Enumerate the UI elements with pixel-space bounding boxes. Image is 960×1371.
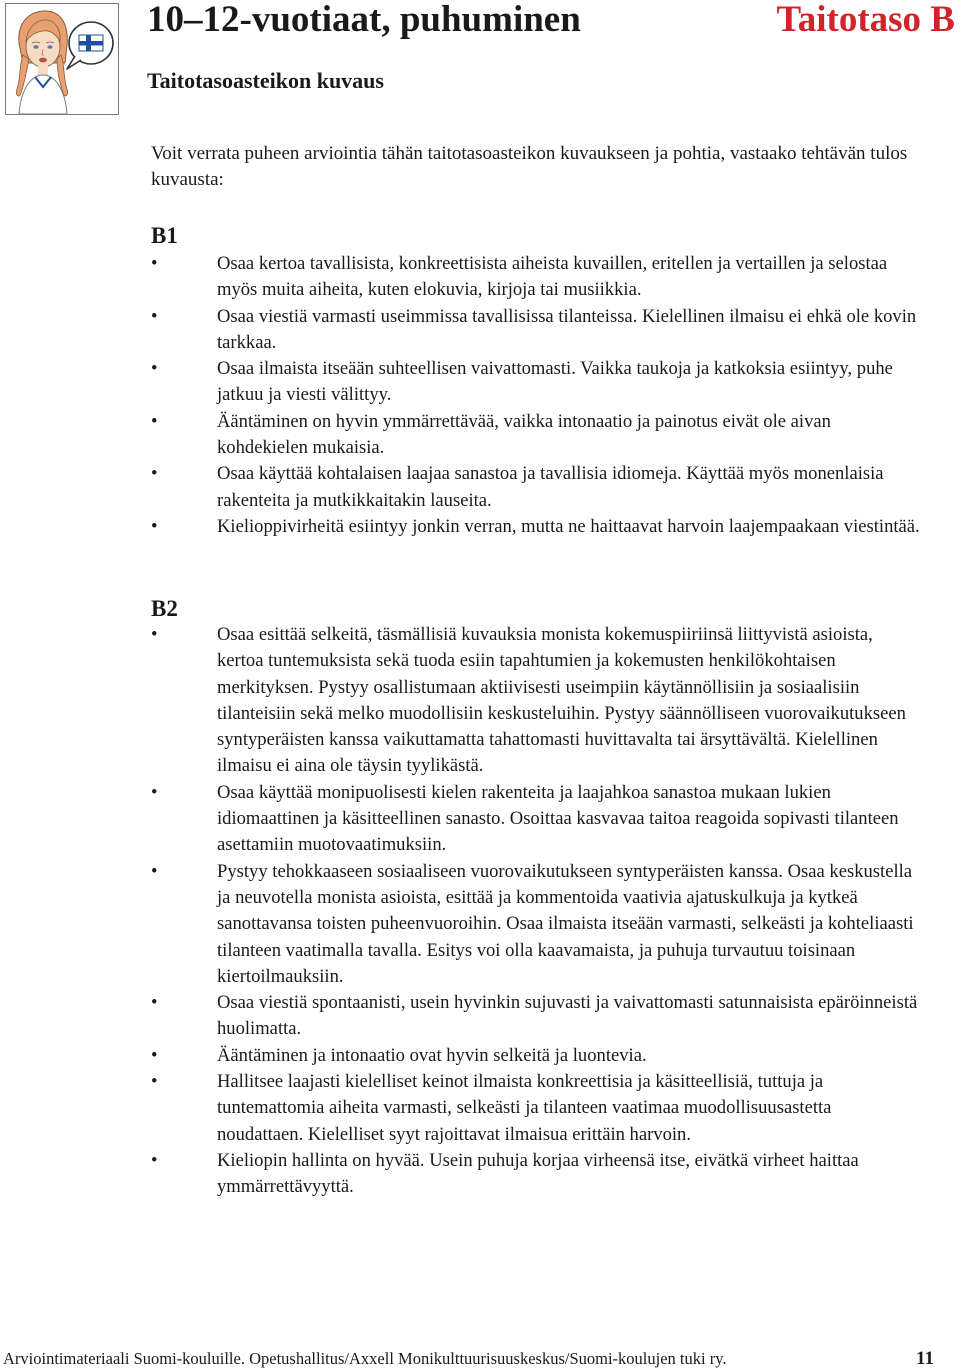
b1-description-list xyxy=(151,251,921,540)
bullet-icon: • xyxy=(151,410,158,432)
list-item-text: Kieliopin hallinta on hyvää. Usein puhuja korjaa virheensä itse, eivätkä virheet haittaa ymmärrettävyyttä. xyxy=(217,1149,859,1198)
list-item-text: Pystyy tehokkaaseen sosiaaliseen vuorovaikutukseen syntyperäisten kanssa. Osaa keskustella ja neuvotella monista asioista, esittää ja kommentoida vaativia ajatuskulkuja ja kytkeä sanottavansa toisten puheenvuoroihin. Osaa ilmaista itseään varmasti, selkeästi ja kohteliaasti tilanteen vaatimalla tavalla. Esitys voi olla kaavamaista, ja puhuja turvautuu toisinaan kiertoilmauksiin. xyxy=(217,860,914,987)
intro-paragraph: Voit verrata puheen arviointia tähän taitotasoasteikon kuvaukseen ja pohtia, vastaako tehtävän tulos kuvausta: xyxy=(151,143,908,190)
list-item xyxy=(151,622,921,780)
bullet-icon: • xyxy=(151,781,158,803)
b2-description-list xyxy=(151,622,921,1201)
bullet-icon: • xyxy=(151,624,158,645)
page-title: 10–12-vuotiaat, puhuminen xyxy=(147,0,581,40)
list-item-text: Osaa kertoa tavallisista, konkreettisista aiheista kuvaillen, eritellen ja vertaillen ja selostaa myös muita aiheita, kuten elokuvia, kirjoja tai musiikkia. xyxy=(217,253,888,301)
bullet-icon: • xyxy=(151,463,158,485)
list-item-text: Ääntäminen ja intonaatio ovat hyvin selkeitä ja luontevia. xyxy=(217,1044,647,1066)
bullet-icon: • xyxy=(151,1044,158,1066)
list-item xyxy=(151,356,921,409)
list-item xyxy=(151,990,921,1043)
list-item xyxy=(151,251,921,304)
list-item-text: Osaa esittää selkeitä, täsmällisiä kuvauksia monista kokemuspiiriinsä liittyvistä asioista, kertoa tuntemuksista sekä tuoda esiin tapahtumien ja kokemusten henkilökohtaisen merkityksen. Pystyy osallistumaan aktiivisesti useimpiin käytännöllisiin ja sosiaalisiin tilanteisiin sekä melko muodollisiin keskusteluihin. Pystyy säännölliseen vuorovaikutukseen syntyperäisten kanssa vaikuttamatta tahattomasti huvittavalta tai ärsyttävältä. Kielellinen ilmaisu ei aina ole täysin tyylikästä. xyxy=(217,624,906,777)
list-item xyxy=(151,409,921,462)
list-item-text: Hallitsee laajasti kielelliset keinot ilmaista konkreettisia ja käsitteellisiä, tuttuja ja tuntemattomia aiheita varmasti, selkeästi ja tilanteen vaatimaa muodollisuusastetta noudattaen. Kielelliset syyt rajoittavat ilmaisua erittäin harvoin. xyxy=(217,1071,832,1145)
bullet-icon: • xyxy=(151,305,158,327)
list-item xyxy=(151,461,921,514)
list-item-text: Osaa käyttää kohtalaisen laajaa sanastoa ja tavallisia idiomeja. Käyttää myös monenlaisia rakenteita ja mutkikkaitakin lauseita. xyxy=(217,463,884,511)
list-item xyxy=(151,1069,921,1148)
bullet-icon: • xyxy=(151,358,158,380)
section-heading-b2: B2 xyxy=(151,596,178,621)
list-item xyxy=(151,780,921,859)
page-subtitle: Taitotasoasteikon kuvaus xyxy=(147,68,384,93)
girl-speaking-illustration xyxy=(5,3,119,115)
list-item xyxy=(151,1148,921,1201)
bullet-icon: • xyxy=(151,860,158,882)
bullet-icon: • xyxy=(151,515,158,537)
list-item-text: Ääntäminen on hyvin ymmärrettävää, vaikka intonaatio ja painotus eivät ole aivan kohdekielen mukaisia. xyxy=(217,410,831,459)
list-item xyxy=(151,859,921,990)
list-item xyxy=(151,514,921,540)
bullet-icon: • xyxy=(151,1071,158,1093)
list-item xyxy=(151,304,921,357)
level-title: Taitotaso B xyxy=(776,0,955,40)
page-number: 11 xyxy=(916,1348,934,1369)
bullet-icon: • xyxy=(151,253,158,274)
list-item-text: Osaa viestiä spontaanisti, usein hyvinkin sujuvasti ja vaivattomasti satunnaisista epäröinneistä huolimatta. xyxy=(217,992,918,1040)
list-item-text: Osaa ilmaista itseään suhteellisen vaivattomasti. Vaikka taukoja ja katkoksia esiintyy, puhe jatkuu ja viesti välittyy. xyxy=(217,358,893,406)
bullet-icon: • xyxy=(151,1149,158,1171)
list-item-text: Osaa käyttää monipuolisesti kielen rakenteita ja laajahkoa sanastoa mukaan lukien idiomaattinen ja käsitteellinen sanasto. Osoittaa kasvavaa taitoa reagoida sopivasti tilanteen asettamiin muotovaatimuksiin. xyxy=(217,781,899,856)
section-heading-b1: B1 xyxy=(151,223,178,248)
finnish-flag-icon xyxy=(79,35,103,51)
list-item xyxy=(151,1043,921,1069)
footer-credits: Arviointimateriaali Suomi-kouluille. Opetushallitus/Axxell Monikulttuurisuuskeskus/Suomi-koulujen tuki ry. xyxy=(3,1349,727,1368)
list-item-text: Osaa viestiä varmasti useimmissa tavallisissa tilanteissa. Kielellinen ilmaisu ei ehkä ole kovin tarkkaa. xyxy=(217,305,917,353)
list-item-text: Kielioppivirheitä esiintyy jonkin verran, mutta ne haittaavat harvoin laajempaakaan viestintää. xyxy=(217,515,920,537)
bullet-icon: • xyxy=(151,992,158,1014)
